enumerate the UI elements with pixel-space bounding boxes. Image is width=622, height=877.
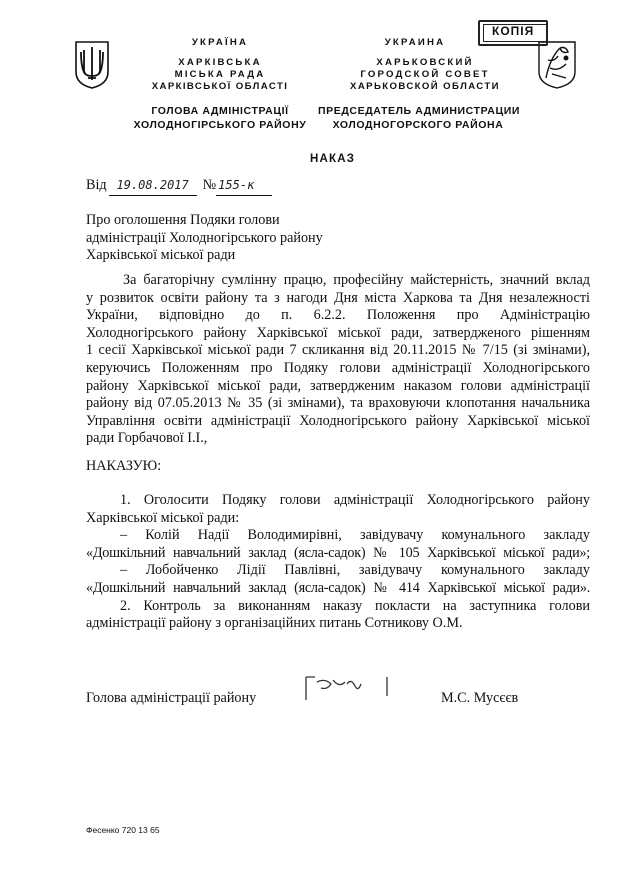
signature-mark [303,674,389,704]
order-item-1-line: 1. Оголосити Подяку голови адміністрації Холодногірського району [120,492,590,508]
preamble-line: району від 07.05.2013 № 35 (зі змінами), та враховуючи клопотання начальника [86,395,590,412]
number-field [216,177,272,196]
preamble-line: 1 сесії Харківської міської ради 7 скликання від 20.11.2015 № 7/15 (зі змінами), [86,342,590,359]
order-item-1-line: Харківської міської ради: [86,509,240,526]
subject-block [86,212,386,265]
header-right-title-line1: ПРЕДСЕДАТЕЛЬ АДМИНИСТРАЦИИ [318,105,521,117]
header-left-org-line2: МІСЬКА РАДА [174,69,266,80]
order-item-1-sub-line: – Лобойченко Лідії Павлівні, завідувачу комунального закладу [120,562,590,579]
ukraine-trident-emblem [73,40,111,90]
date-field [109,177,197,196]
header-left-org-line3: ХАРКІВСЬКОЇ ОБЛАСТІ [151,81,289,92]
preamble-line: у розвиток освіти району та з нагоди Дня міста Харкова та Дня незалежності [86,289,590,306]
date-prefix: Від [86,177,107,193]
preamble-line: керуючись Положенням про Подяку голови адміністрації Холодногірського [86,359,590,376]
preamble-line: району Харківської міської ради, затвердженим наказом голови адміністрації [86,377,590,394]
header-right-org-line1: ХАРЬКОВСКИЙ [376,57,474,68]
order-item-1-sub-line: – Колій Надії Володимирівні, завідувачу комунального закладу [120,527,590,544]
header-left-org-line1: ХАРКІВСЬКА [178,57,262,68]
preamble-line: За багаторічну сумлінну працю, професійну майстерність, значний вклад [123,272,590,288]
preamble-line: України, відповідно до п. 6.2.2. Положення про Адміністрацію [86,307,590,324]
header-left-country: УКРАЇНА [191,37,249,48]
order-items [86,492,590,633]
header-left-title-line1: ГОЛОВА АДМІНІСТРАЦІЇ [151,105,289,117]
number-value: 155-к [218,178,255,192]
document-type: НАКАЗ [310,153,356,165]
date-value: 19.08.2017 [116,178,189,192]
order-item-1-sub-line: «Дошкільний навчальний заклад (ясла-садок) № 414 Харківської міської ради». [86,579,590,596]
number-prefix: № [202,177,217,193]
preamble-paragraph [86,272,590,448]
order-item-2-line: адміністрації району з організаційних питань Сотникову О.М. [86,615,463,632]
header-right-title-line2: ХОЛОДНОГОРСКОГО РАЙОНА [332,119,504,131]
copy-stamp-text: КОПІЯ [492,24,535,38]
preamble-line: ради Горбачової І.І., [86,430,208,447]
order-word: НАКАЗУЮ: [86,458,162,474]
date-number-line [86,177,272,196]
subject-line: Харківської міської ради [86,247,236,264]
footer-note: Фесенко 720 13 65 [86,825,160,835]
header-right-org-line2: ГОРОДСКОЙ СОВЕТ [360,69,490,80]
preamble-line: Управління освіти адміністрації Холодногірського району Харківської міської [86,412,590,429]
header-right-org-line3: ХАРЬКОВСКОЙ ОБЛАСТИ [350,81,500,92]
copy-stamp-inner [483,24,548,42]
signature-title: Голова адміністрації району [86,690,257,706]
signature-name: М.С. Мусєєв [441,690,519,706]
order-item-1-sub-line: «Дошкільний навчальний заклад (ясла-садок) № 105 Харківської міської ради»; [86,544,590,561]
subject-line: адміністрації Холодногірського району [86,229,323,246]
header-left-title-line2: ХОЛОДНОГІРСЬКОГО РАЙОНУ [133,119,307,131]
subject-line: Про оголошення Подяки голови [86,212,280,228]
order-item-2-line: 2. Контроль за виконанням наказу покласти на заступника голови [120,597,590,614]
header-right-country: УКРАИНА [384,37,446,48]
preamble-line: Холодногірського району Харківської міської ради, затвердженого рішенням [86,324,590,341]
